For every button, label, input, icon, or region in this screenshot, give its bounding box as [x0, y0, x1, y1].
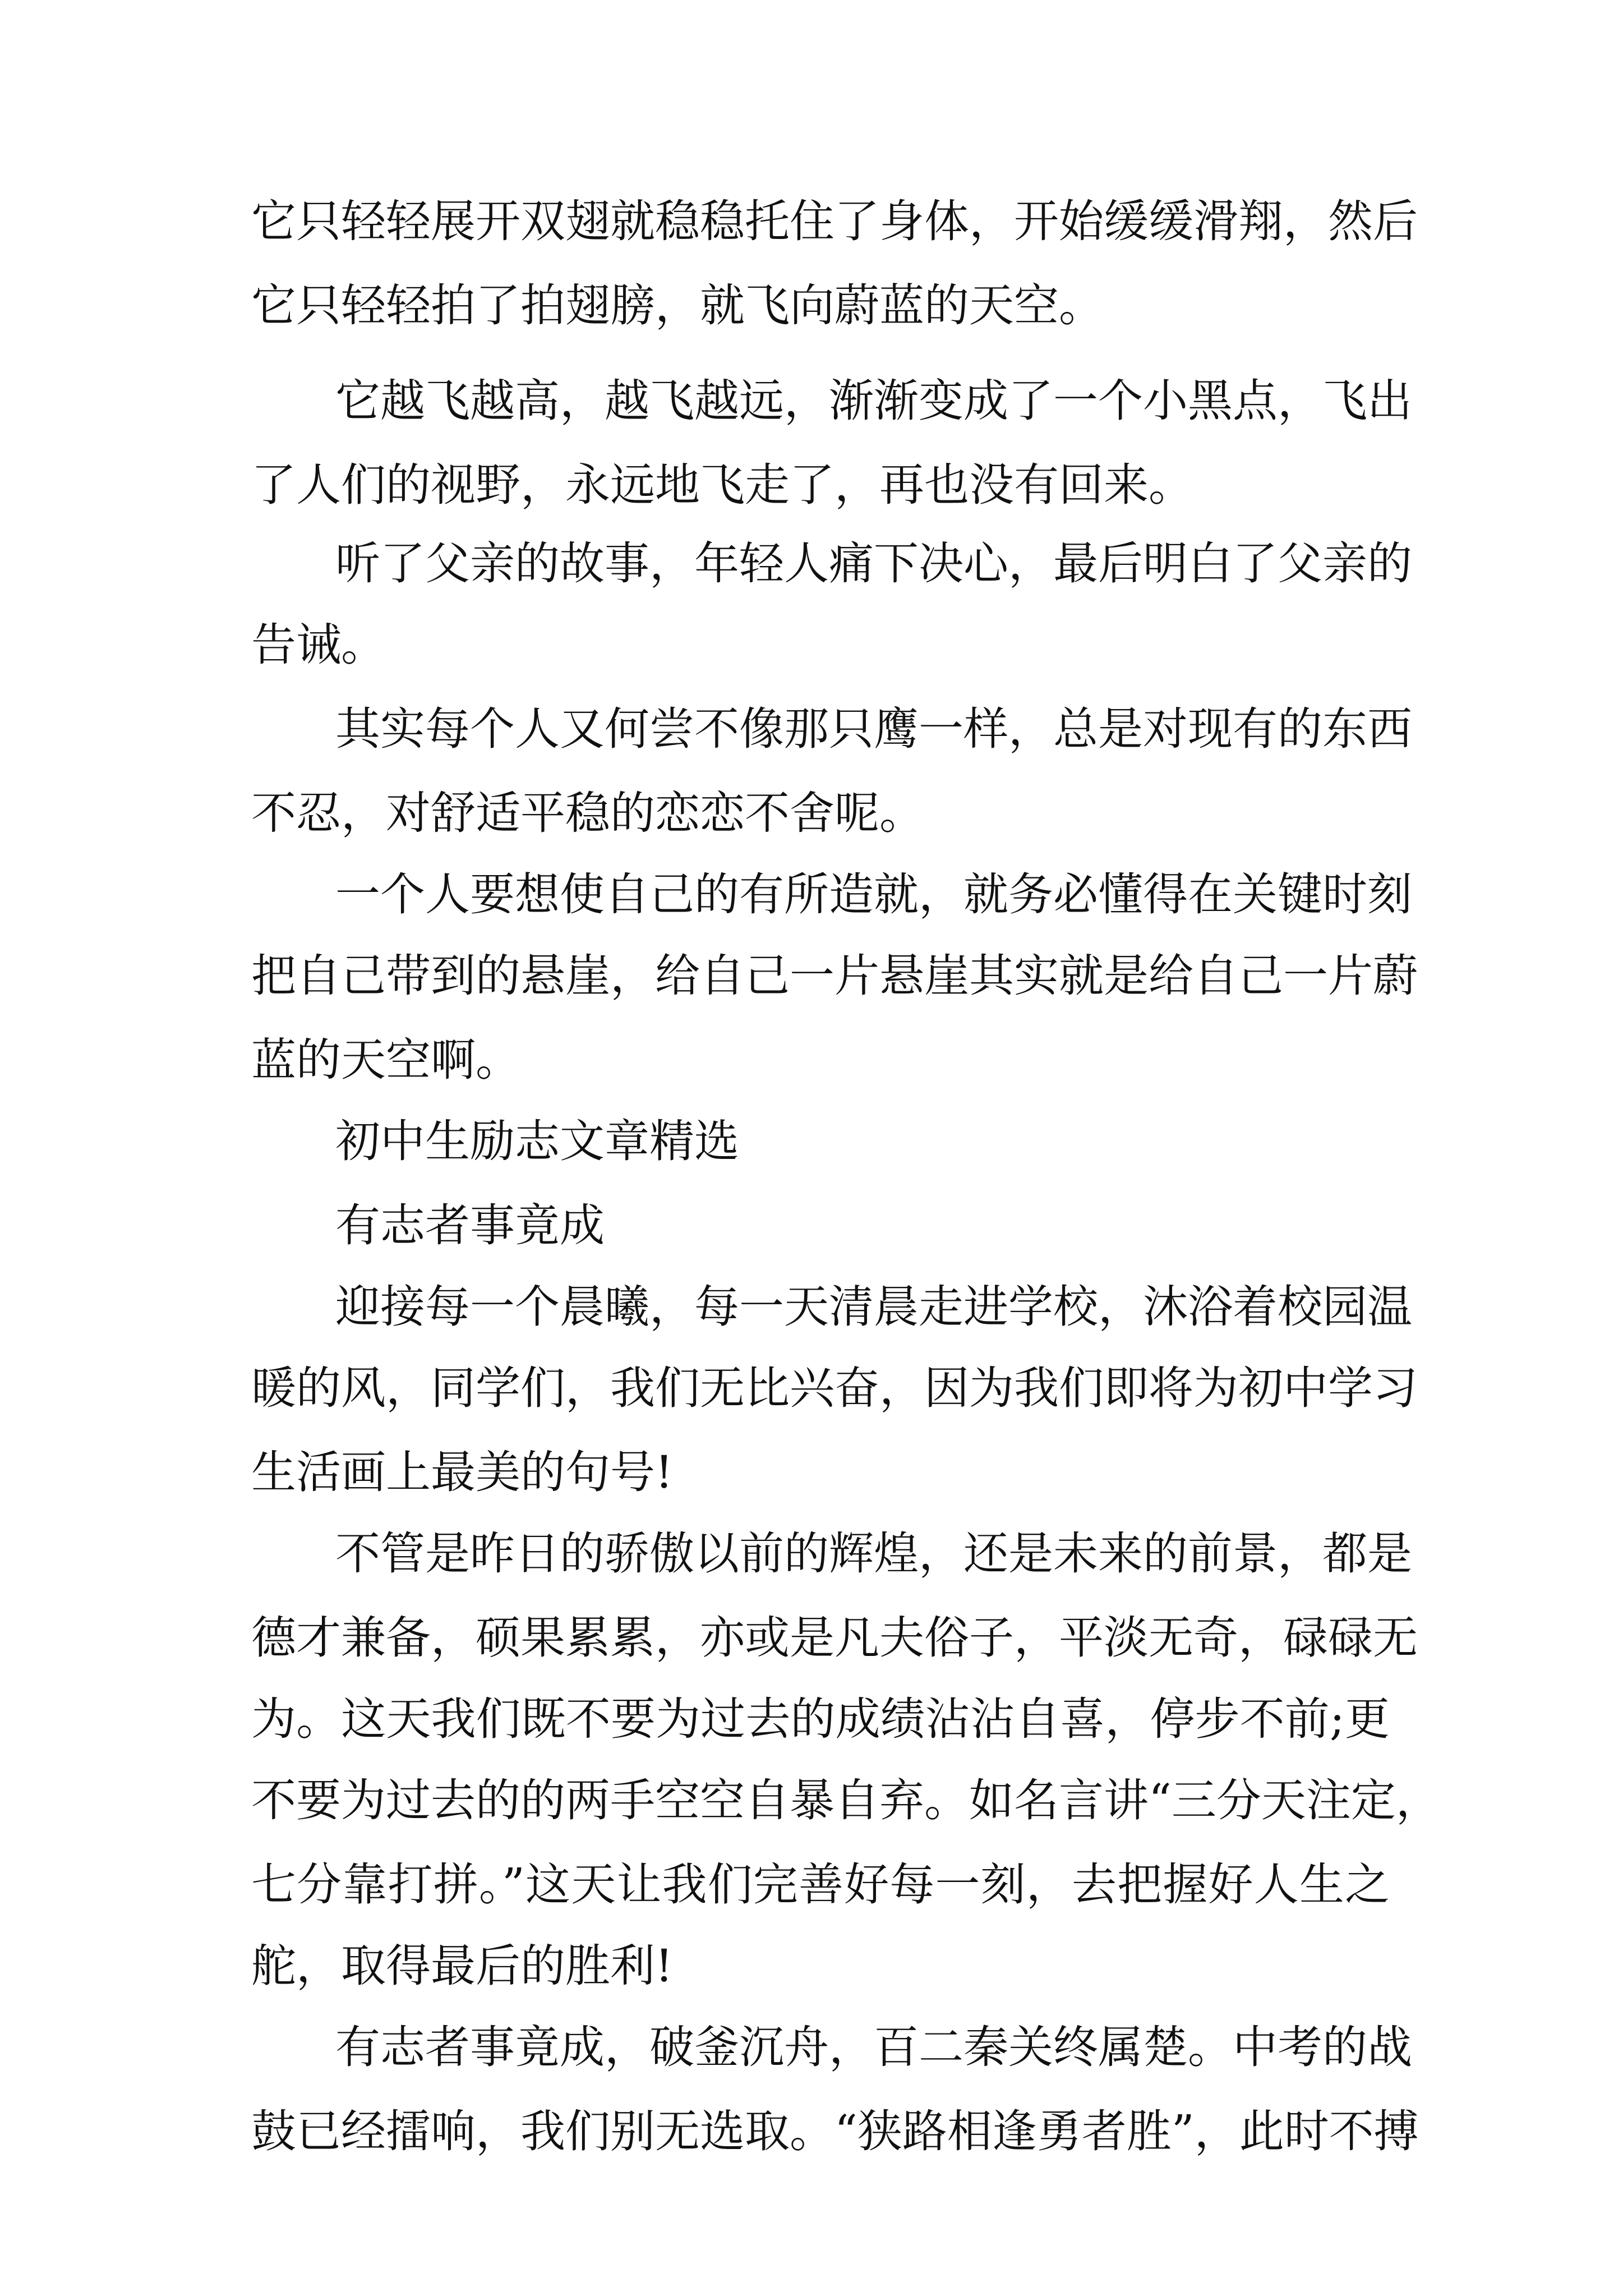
text-line: 了人们的视野，永远地飞走了，再也没有回来。 [251, 459, 1193, 511]
text-line: 迎接每一个晨曦，每一天清晨走进学校，沐浴着校园温 [335, 1281, 1412, 1333]
text-line: 不管是昨日的骄傲以前的辉煌，还是未来的前景，都是 [335, 1527, 1412, 1580]
section-heading: 初中生励志文章精选 [335, 1115, 739, 1167]
text-line: 不忍，对舒适平稳的恋恋不舍呢。 [251, 787, 924, 839]
text-line: 为。这天我们既不要为过去的成绩沾沾自喜，停步不前;更 [251, 1693, 1390, 1745]
text-line: 鼓已经擂响，我们别无选取。“狭路相逢勇者胜”，此时不搏 [251, 2105, 1419, 2157]
text-line: 德才兼备，硕果累累，亦或是凡夫俗子，平淡无奇，碌碌无 [251, 1612, 1418, 1664]
text-line: 暖的风，同学们，我们无比兴奋，因为我们即将为初中学习 [251, 1362, 1418, 1414]
text-line: 生活画上最美的句号! [251, 1446, 674, 1498]
text-line: 其实每个人又何尝不像那只鹰一样，总是对现有的东西 [335, 703, 1412, 755]
text-line: 有志者事竟成，破釜沉舟，百二秦关终属楚。中考的战 [335, 2021, 1412, 2073]
text-line: 听了父亲的故事，年轻人痛下决心，最后明白了父亲的 [335, 537, 1412, 590]
text-line: 它只轻轻拍了拍翅膀，就飞向蔚蓝的天空。 [251, 279, 1104, 332]
text-line: 舵，取得最后的胜利! [251, 1940, 674, 1992]
text-line: 不要为过去的的两手空空自暴自弃。如名言讲“三分天注定， [251, 1774, 1441, 1826]
text-line: 它只轻轻展开双翅就稳稳托住了身体，开始缓缓滑翔，然后 [251, 195, 1418, 247]
text-line: 把自己带到的悬崖，给自己一片悬崖其实就是给自己一片蔚 [251, 950, 1418, 1002]
text-line: 它越飞越高，越飞越远，渐渐变成了一个小黑点，飞出 [335, 375, 1412, 427]
text-line: 告诫。 [251, 619, 386, 671]
article-title: 有志者事竟成 [335, 1199, 605, 1251]
text-line: 蓝的天空啊。 [251, 1034, 520, 1086]
text-line: 七分靠打拼。”这天让我们完善好每一刻，去把握好人生之 [251, 1858, 1390, 1911]
text-line: 一个人要想使自己的有所造就，就务必懂得在关键时刻 [335, 868, 1412, 921]
